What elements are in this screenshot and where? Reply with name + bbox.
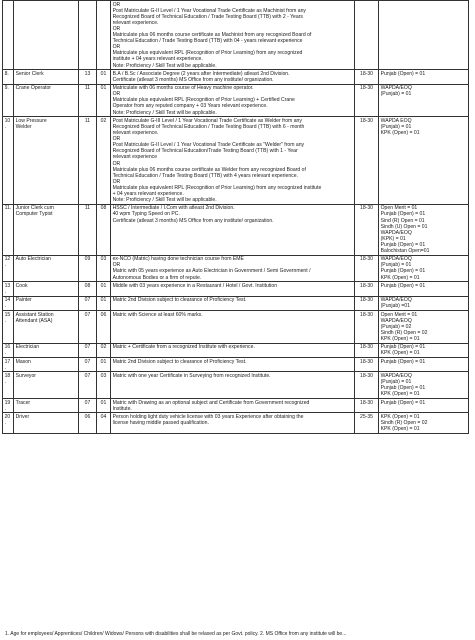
quota-line: (Punjab) = 01 [380, 123, 412, 130]
age-limit: 18-30 [355, 311, 379, 344]
quota-line: KPK (Open) = 01 [380, 130, 420, 137]
quota-line: KPK (Open) = 01 [380, 335, 420, 342]
qualification-line: OR [112, 178, 121, 185]
bps-grade: 07 [79, 398, 97, 412]
post-name: Electrician [14, 343, 79, 357]
serial-number: 18. [3, 372, 14, 399]
quota-line: Sindh (R) Open = 02 [380, 329, 428, 336]
qualification-line: OR [112, 91, 121, 98]
quota-line: (KPK) = 01 [380, 235, 406, 242]
post-count: 01 [97, 358, 111, 372]
qualification-line: OR [112, 160, 121, 167]
quota-line: WAPDA/EOQ [380, 256, 412, 263]
quota-line: Sindh (R) Open = 02 [380, 420, 428, 427]
qualification-line: Matric with 05 years experience as Auto Electrician in Government / Semi Government / [112, 268, 311, 275]
qualification-line: OR [112, 262, 121, 269]
quota-line: (Punjab) = 01 [380, 91, 412, 98]
serial-number: 20. [3, 413, 14, 433]
quota-line: Punjab (Open) = 01 [380, 385, 426, 392]
post-name: Crane Operator [14, 84, 79, 117]
quota-cell [379, 311, 469, 344]
post-count [97, 1, 111, 70]
qualification-cell [111, 311, 355, 344]
quota-line: Punjab (Open) = 01 [380, 241, 426, 248]
qualification-line: Matriculate with 06 months course of Heavy machine operator. [112, 85, 254, 92]
quota-cell [379, 255, 469, 282]
table-row [3, 70, 469, 84]
bps-grade: 08 [79, 282, 97, 296]
serial-number: 15. [3, 311, 14, 344]
quota-line: Punjab (Open) = 01 [380, 358, 426, 365]
post-count: 03 [97, 372, 111, 399]
post-count: 01 [97, 70, 111, 84]
quota-cell [379, 204, 469, 255]
bps-grade: 07 [79, 372, 97, 399]
qualification-line: Matriculate plus 06 months course certificate as Machinist from any recognized Board of [112, 32, 312, 39]
quota-cell [379, 70, 469, 84]
age-limit: 18-30 [355, 296, 379, 310]
age-limit: 18-30 [355, 84, 379, 117]
age-limit: 18-30 [355, 358, 379, 372]
posts-table-body [3, 1, 469, 434]
quota-line: Punjab (Open) = 01 [380, 268, 426, 275]
qualification-cell [111, 255, 355, 282]
quota-line: (Punjab) = 02 [380, 323, 412, 330]
quota-line: KPK (Open) = 01 [380, 350, 420, 357]
qualification-cell [111, 117, 355, 205]
table-row [3, 1, 469, 70]
table-row [3, 311, 469, 344]
qualification-line: HSSC / Intermediate / I.Com with atleast 2nd Division. [112, 205, 235, 212]
bps-grade: 07 [79, 343, 97, 357]
qualification-cell [111, 1, 355, 70]
qualification-line: ex-NCO (Matric) having done technician course from EME [112, 256, 244, 263]
qualification-cell [111, 413, 355, 433]
serial-number: 9. [3, 84, 14, 117]
serial-number: 19. [3, 398, 14, 412]
quota-line: Sindh (U) Open = 01 [380, 223, 428, 230]
qualification-line: Recognized Board of Technical Education / Trade Testing Board (TTB) with 6 - month [112, 123, 305, 130]
post-name: Junior Clerk cum Computer Typist [14, 204, 79, 255]
qualification-cell [111, 343, 355, 357]
table-row [3, 372, 469, 399]
qualification-cell [111, 84, 355, 117]
age-limit: 18-30 [355, 343, 379, 357]
post-count: 04 [97, 413, 111, 433]
qualification-line: relevant experience. [112, 19, 159, 26]
quota-line: WAPDA EOQ [380, 117, 412, 124]
qualification-line: OR [112, 44, 121, 51]
quota-cell [379, 398, 469, 412]
qualification-line: Recognized Board of Technical Education / Trade Testing Board (TTB) with 2 - Years [112, 13, 303, 20]
age-limit: 25-35 [355, 413, 379, 433]
table-row [3, 204, 469, 255]
post-name [14, 1, 79, 70]
table-row [3, 117, 469, 205]
qualification-line: relevant experience. [112, 130, 159, 137]
quota-line: Open Merit = 01 [380, 205, 418, 212]
bps-grade: 07 [79, 311, 97, 344]
quota-line: Punjab (Open) = 01 [380, 282, 426, 289]
bps-grade: 07 [79, 296, 97, 310]
qualification-line: institute + 04 years relevant experience. [112, 56, 203, 63]
qualification-line: Technical Education / Trade Testing Board (TTB) with 4 years relevant experience. [112, 172, 298, 179]
age-limit: 18-30 [355, 117, 379, 205]
serial-number: 11. [3, 204, 14, 255]
qualification-cell [111, 282, 355, 296]
qualification-cell [111, 372, 355, 399]
bps-grade: 11 [79, 204, 97, 255]
post-name: Surveyor [14, 372, 79, 399]
quota-line: (Punjab) = 01 [380, 379, 412, 386]
qualification-line: Matric + Certificate from a recognized Institute with experience. [112, 344, 255, 351]
qualification-line: 40 wpm Typing Speed on PC. [112, 211, 180, 218]
table-row [3, 343, 469, 357]
post-name: Senior Clerk [14, 70, 79, 84]
quota-cell [379, 1, 469, 70]
post-count: 08 [97, 204, 111, 255]
qualification-line: B.A / B.Sc / Associate Degree (2 years after Intermediate) atleast 2nd Division. [112, 70, 290, 77]
serial-number: 16. [3, 343, 14, 357]
qualification-cell [111, 70, 355, 84]
quota-line: Punjab (Open) = 01 [380, 70, 426, 77]
qualification-line: relevant experience [112, 154, 158, 161]
quota-cell [379, 358, 469, 372]
quota-line: WAPDA/EOQ [380, 317, 412, 324]
qualification-line: Institute. [112, 405, 132, 412]
bps-grade: 11 [79, 117, 97, 205]
qualification-line: Post Matriculate G-III Level / 1 Year Vocational Trade Certificate as Welder from any [112, 117, 302, 124]
table-row [3, 358, 469, 372]
quota-line: WAPDA/EOQ [380, 297, 412, 304]
post-count: 02 [97, 343, 111, 357]
bps-grade: 13 [79, 70, 97, 84]
qualification-line: Technical Education / Trade Testing Board (TTB) with 04 - years relevant experience [112, 38, 303, 45]
bps-grade [79, 1, 97, 70]
post-name: Low Pressure Welder [14, 117, 79, 205]
qualification-line: Autonomous Bodies or a firm of repute. [112, 274, 202, 281]
age-limit: 18-30 [355, 255, 379, 282]
quota-line: Balochistan Open=01 [380, 248, 430, 254]
post-name: Painter [14, 296, 79, 310]
age-limit: 18-30 [355, 70, 379, 84]
age-limit: 18-30 [355, 282, 379, 296]
quota-line: KPK (Open) = 01 [380, 413, 420, 420]
quota-line: KPK (Open) = 01 [380, 426, 420, 433]
qualification-line: OR [112, 1, 121, 8]
posts-table [2, 0, 469, 434]
age-limit [355, 1, 379, 70]
age-limit: 18-30 [355, 204, 379, 255]
qualification-line: Certificate (atleast 3 months) MS Office from any institute/ organization. [112, 76, 274, 83]
bps-grade: 09 [79, 255, 97, 282]
qualification-line: license having middle passed qualification. [112, 420, 209, 427]
serial-number: 10. [3, 117, 14, 205]
quota-line: Punjab (Open) = 01 [380, 399, 426, 406]
qualification-line: Certificate (atleast 3 months) MS Office from any institute/ organization. [112, 217, 274, 224]
post-name: Assistant Station Attendant (ASA) [14, 311, 79, 344]
qualification-line: Matric with Science at least 60% marks. [112, 311, 203, 318]
qualification-line: Matric with Drawing as an optional subject and Certificate from Government recognized [112, 399, 310, 406]
qualification-line: Matric 2nd Division subject to clearance of Proficiency Test. [112, 358, 247, 365]
qualification-line: + 04 years relevant experience. [112, 190, 184, 197]
quota-line: KPK (Open) = 01 [380, 274, 420, 281]
post-name: Cook [14, 282, 79, 296]
table-row [3, 398, 469, 412]
post-count: 02 [97, 117, 111, 205]
table-row [3, 255, 469, 282]
post-name: Mason [14, 358, 79, 372]
quota-line: Open Merit = 01 [380, 311, 418, 318]
qualification-cell [111, 398, 355, 412]
age-limit: 18-30 [355, 398, 379, 412]
qualification-line: Matric 2nd Division subject to clearance of Proficiency Test. [112, 297, 247, 304]
qualification-line: Note: Proficiency / Skill Test will be applicable. [112, 62, 217, 69]
qualification-line: Matriculate plus equivalent RPL (Recognition of Prior Learning) + Certified Crane [112, 97, 295, 104]
bps-grade: 06 [79, 413, 97, 433]
table-row [3, 282, 469, 296]
quota-line: WAPDA/EOQ [380, 229, 412, 236]
quota-line: KPK (Open) = 01 [380, 391, 420, 398]
post-name: Tracer [14, 398, 79, 412]
footnote: 1. Age for employees/ Apprentices/ Children/ Widows/ Persons with disabilities shall be relaxed as per Govt. policy. 2. MS Office from any institute will be... [5, 631, 347, 637]
qualification-cell [111, 358, 355, 372]
recruitment-table-page [2, 0, 468, 637]
serial-number: 8. [3, 70, 14, 84]
age-limit: 18-30 [355, 372, 379, 399]
quota-line [381, 2, 467, 8]
post-name: Auto Electrician [14, 255, 79, 282]
qualification-line: Post Matriculate G-II Level / 1 Year Vocational Trade Certificate as Machinist from any [112, 7, 306, 14]
quota-cell [379, 282, 469, 296]
post-count: 01 [97, 84, 111, 117]
qualification-line: Person holding light duty vehicle license with 03 years Experience after obtaining the [112, 413, 304, 420]
qualification-cell [111, 204, 355, 255]
quota-line: Sind (R) Open = 01 [380, 217, 425, 224]
serial-number [3, 1, 14, 70]
qualification-line: OR [112, 25, 121, 32]
quota-cell [379, 84, 469, 117]
post-count: 01 [97, 398, 111, 412]
qualification-line: OR [112, 136, 121, 143]
quota-line: (Punjab) = 01 [380, 262, 412, 269]
qualification-line: Note: Proficiency / Skill Test will be applicable. [112, 197, 217, 204]
qualification-line: Matric with one year Certificate in Surveying from recognized Institute. [112, 373, 271, 379]
quota-line: (Punjab) =01 [380, 303, 410, 310]
quota-line: WAPDA/EOQ [380, 85, 412, 92]
qualification-line: Matriculate plus equivalent RPL (Recognition of Prior Learning) from any recognized [112, 50, 303, 57]
serial-number: 14. [3, 296, 14, 310]
post-count: 03 [97, 255, 111, 282]
quota-line: Punjab (Open) = 01 [380, 211, 426, 218]
post-count: 01 [97, 296, 111, 310]
quota-cell [379, 296, 469, 310]
qualification-line: Matriculate plus equivalent RPL (Recognition of Prior Learning) from any recognized institute [112, 184, 322, 191]
qualification-line: Middle with 03 years experience in a Restaurant / Hotel / Govt. Institution [112, 282, 278, 289]
qualification-line: Operator from any reputed company + 03 Years relevant experience. [112, 103, 268, 110]
qualification-line: Note: Proficiency / Skill Test will be applicable. [112, 109, 217, 116]
quota-line: Punjab (Open) = 01 [380, 344, 426, 351]
qualification-cell [111, 296, 355, 310]
quota-line: WAPDA/EOQ [380, 373, 412, 379]
quota-cell [379, 413, 469, 433]
quota-cell [379, 117, 469, 205]
quota-cell [379, 343, 469, 357]
bps-grade: 11 [79, 84, 97, 117]
qualification-line: Recognized Board of Technical Education/Trade Testing Board (TTB) with 1 - Year [112, 148, 298, 155]
serial-number: 13. [3, 282, 14, 296]
table-row [3, 84, 469, 117]
post-count: 06 [97, 311, 111, 344]
table-row [3, 296, 469, 310]
qualification-line: Post Matriculate G-II Level / 1 Year Vocational Trade Certificate as "Welder" from any [112, 142, 305, 149]
quota-cell [379, 372, 469, 399]
bps-grade: 07 [79, 358, 97, 372]
post-count: 01 [97, 282, 111, 296]
table-row [3, 413, 469, 433]
post-name: Driver [14, 413, 79, 433]
serial-number: 12. [3, 255, 14, 282]
qualification-line: Matriculate plus 06 months course certificate as Welder from any recognized Board of [112, 166, 306, 173]
serial-number: 17. [3, 358, 14, 372]
